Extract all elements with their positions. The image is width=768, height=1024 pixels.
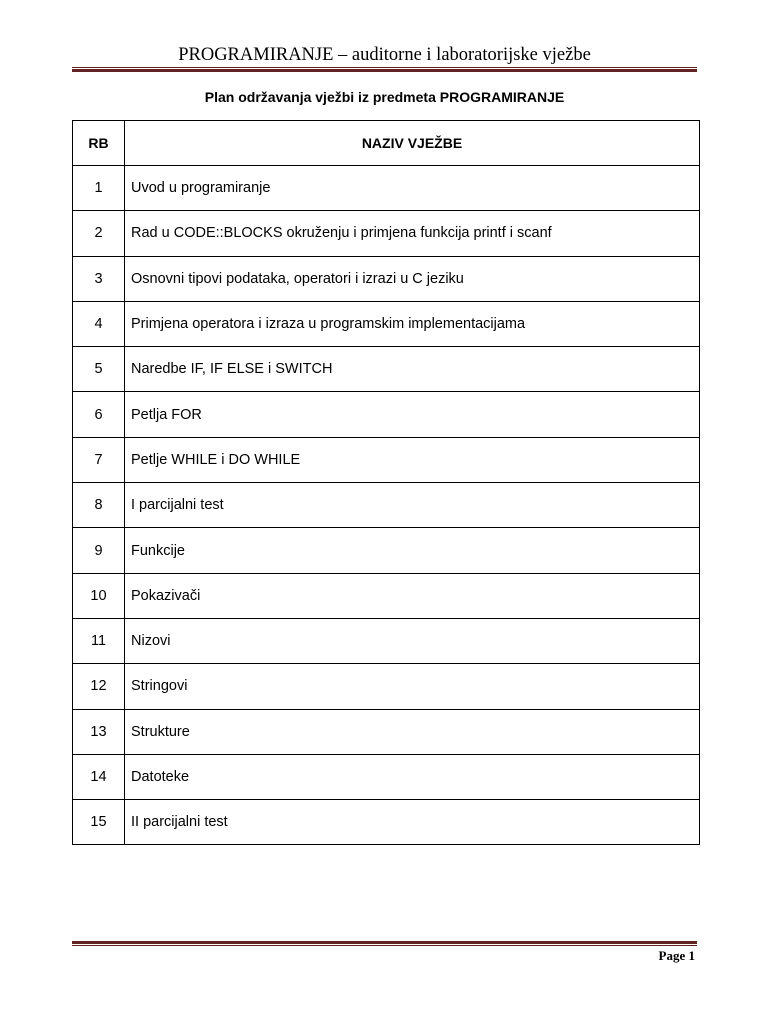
footer-divider	[72, 941, 697, 946]
column-header-name: NAZIV VJEŽBE	[125, 121, 700, 166]
row-number: 3	[73, 256, 125, 301]
exercise-name: Osnovni tipovi podataka, operatori i izrazi u C jeziku	[125, 256, 700, 301]
table-row	[73, 256, 700, 301]
exercise-name: Rad u CODE::BLOCKS okruženju i primjena funkcija printf i scanf	[125, 211, 700, 256]
row-number: 8	[73, 483, 125, 528]
row-number: 5	[73, 347, 125, 392]
exercise-name: Strukture	[125, 709, 700, 754]
row-number: 15	[73, 800, 125, 845]
exercise-name: Primjena operatora i izraza u programskim implementacijama	[125, 301, 700, 346]
exercise-name: Petlja FOR	[125, 392, 700, 437]
exercise-name: Pokazivači	[125, 573, 700, 618]
exercise-name: Petlje WHILE i DO WHILE	[125, 437, 700, 482]
table-row	[73, 573, 700, 618]
table-body	[73, 166, 700, 845]
exercise-name: I parcijalni test	[125, 483, 700, 528]
row-number: 1	[73, 166, 125, 211]
row-number: 11	[73, 618, 125, 663]
exercise-name: Funkcije	[125, 528, 700, 573]
row-number: 13	[73, 709, 125, 754]
row-number: 4	[73, 301, 125, 346]
row-number: 10	[73, 573, 125, 618]
table-row	[73, 166, 700, 211]
table-row	[73, 437, 700, 482]
table-row	[73, 618, 700, 663]
table-row	[73, 800, 700, 845]
table-row	[73, 301, 700, 346]
column-header-rb: RB	[73, 121, 125, 166]
exercise-name: Nizovi	[125, 618, 700, 663]
table-row	[73, 528, 700, 573]
table-row	[73, 211, 700, 256]
exercise-name: Stringovi	[125, 664, 700, 709]
table-row	[73, 664, 700, 709]
document-header-title: PROGRAMIRANJE – auditorne i laboratorijske vježbe	[178, 45, 591, 65]
row-number: 6	[73, 392, 125, 437]
row-number: 2	[73, 211, 125, 256]
exercise-name: II parcijalni test	[125, 800, 700, 845]
exercise-plan-table	[72, 120, 700, 845]
plan-title: Plan održavanja vježbi iz predmeta PROGRAMIRANJE	[204, 89, 565, 105]
table-row	[73, 754, 700, 799]
row-number: 12	[73, 664, 125, 709]
table-header-row	[73, 121, 700, 166]
row-number: 7	[73, 437, 125, 482]
row-number: 14	[73, 754, 125, 799]
exercise-name: Datoteke	[125, 754, 700, 799]
table-row	[73, 483, 700, 528]
exercise-name: Uvod u programiranje	[125, 166, 700, 211]
table-row	[73, 347, 700, 392]
row-number: 9	[73, 528, 125, 573]
table-row	[73, 709, 700, 754]
header-divider	[72, 67, 697, 72]
table-row	[73, 392, 700, 437]
exercise-name: Naredbe IF, IF ELSE i SWITCH	[125, 347, 700, 392]
page-number: Page 1	[658, 948, 695, 963]
